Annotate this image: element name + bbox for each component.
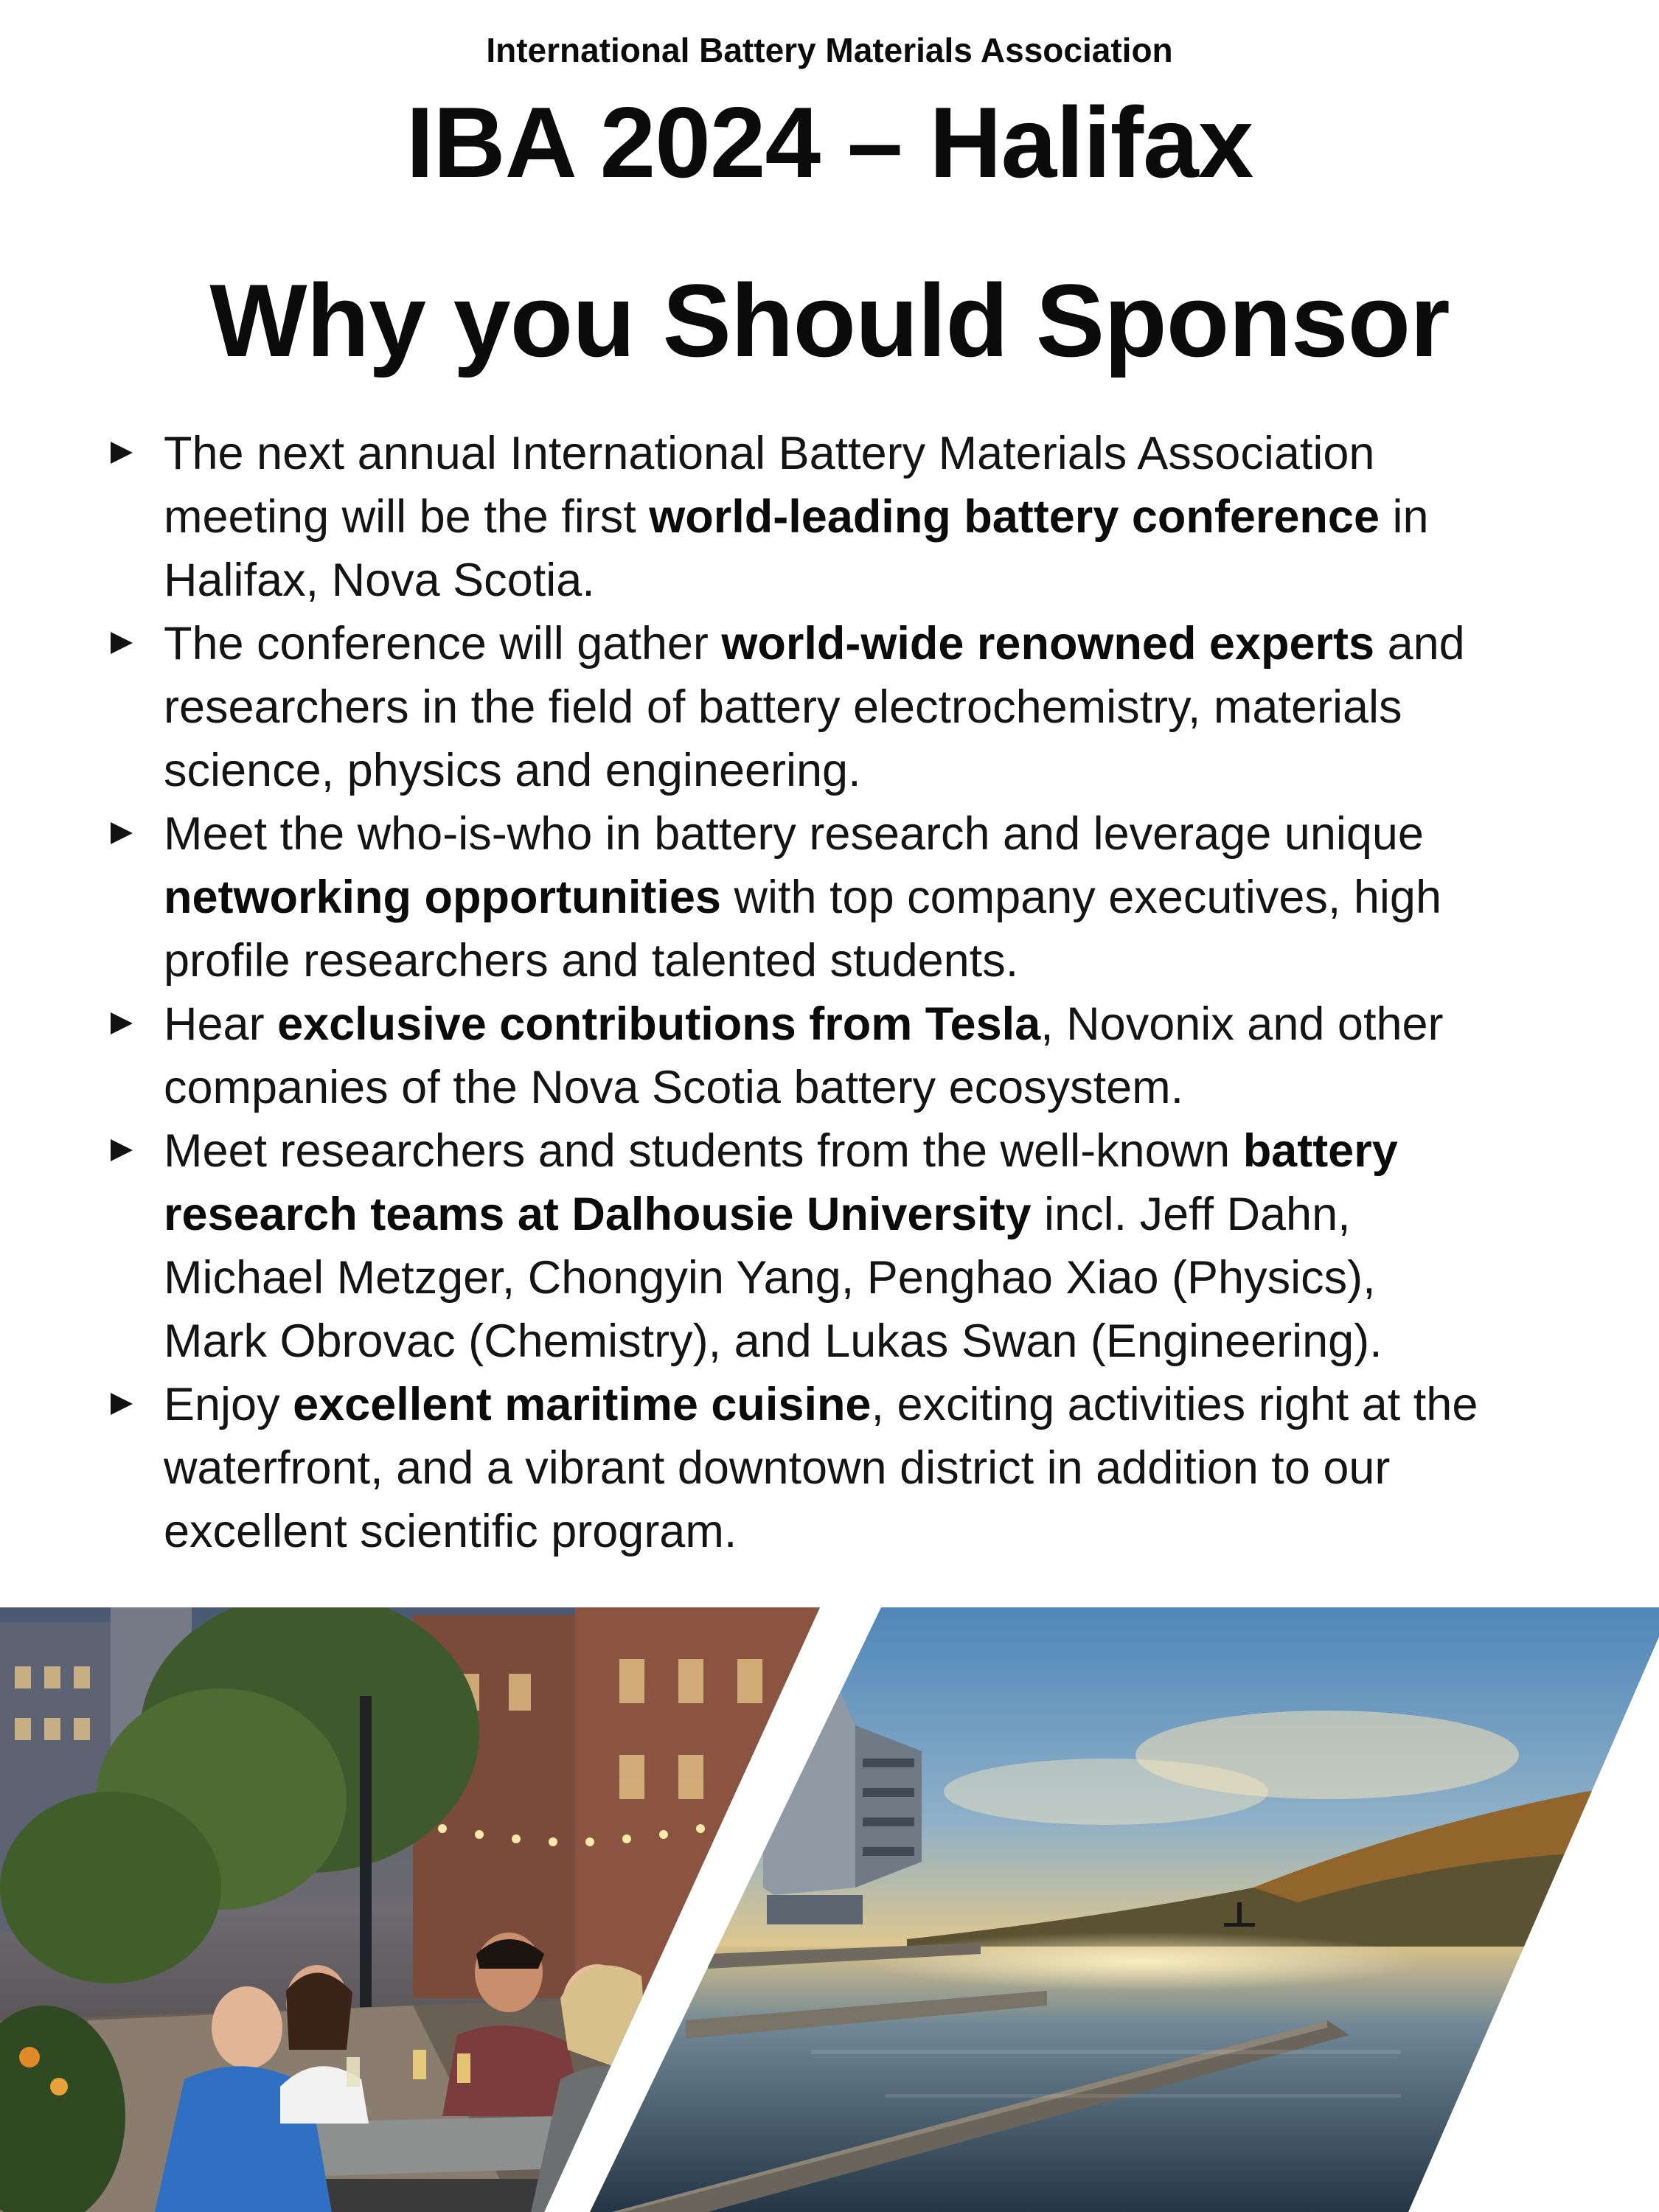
body-text: researchers in the field of battery electrochemistry, materials (164, 681, 1402, 733)
triangle-right-icon (111, 1393, 133, 1415)
body-text: , exciting activities right at the (871, 1379, 1478, 1430)
body-text: and (1374, 618, 1465, 669)
body-text: The next annual International Battery Materials Association (164, 428, 1375, 479)
sponsor-reason-item (107, 1119, 1582, 1373)
body-text: Hear (164, 998, 278, 1050)
highlight-text: battery (1242, 1125, 1398, 1177)
body-text: , Novonix and other (1040, 998, 1444, 1050)
sponsor-reason-item (107, 802, 1582, 992)
triangle-right-icon (111, 1139, 133, 1161)
body-text: in (1380, 491, 1429, 543)
body-text: Michael Metzger, Chongyin Yang, Penghao Xiao (Physics), (164, 1252, 1376, 1304)
org-name: International Battery Materials Association (486, 31, 1173, 69)
body-text: Halifax, Nova Scotia. (164, 554, 595, 606)
triangle-right-icon (111, 442, 133, 464)
body-text: Meet researchers and students from the well-known (164, 1125, 1243, 1177)
body-text: Mark Obrovac (Chemistry), and Lukas Swan (Engineering). (164, 1315, 1382, 1367)
highlight-text: world-wide renowned experts (721, 618, 1375, 669)
highlight-text: world-leading battery conference (649, 491, 1380, 543)
sponsor-reason-item (107, 992, 1582, 1119)
triangle-right-icon (111, 822, 133, 844)
body-text: Meet the who-is-who in battery research and leverage unique (164, 808, 1424, 860)
body-text: companies of the Nova Scotia battery ecosystem. (164, 1062, 1184, 1113)
body-text: excellent scientific program. (164, 1506, 737, 1557)
sponsor-reasons-list (107, 422, 1582, 1563)
triangle-right-icon (111, 1012, 133, 1034)
highlight-text: excellent maritime cuisine (293, 1379, 872, 1430)
event-title: IBA 2024 – Halifax (406, 86, 1253, 198)
photo-strip (0, 1607, 1659, 2212)
body-text: science, physics and engineering. (164, 745, 861, 796)
body-text: incl. Jeff Dahn, (1031, 1189, 1351, 1240)
highlight-text: exclusive contributions from Tesla (277, 998, 1041, 1050)
body-text: The conference will gather (164, 618, 722, 669)
sponsor-reason-item (107, 1373, 1582, 1563)
sponsor-reason-item (107, 422, 1582, 612)
highlight-text: research teams at Dalhousie University (164, 1189, 1032, 1240)
body-text: meeting will be the first (164, 491, 650, 543)
sponsor-reason-item (107, 612, 1582, 802)
body-text: profile researchers and talented students. (164, 935, 1019, 987)
page-headline: Why you Should Sponsor (209, 262, 1450, 378)
body-text: with top company executives, high (720, 872, 1442, 923)
body-text: Enjoy (164, 1379, 293, 1430)
highlight-text: networking opportunities (164, 872, 721, 923)
triangle-right-icon (111, 632, 133, 654)
body-text: waterfront, and a vibrant downtown district in addition to our (164, 1442, 1391, 1494)
